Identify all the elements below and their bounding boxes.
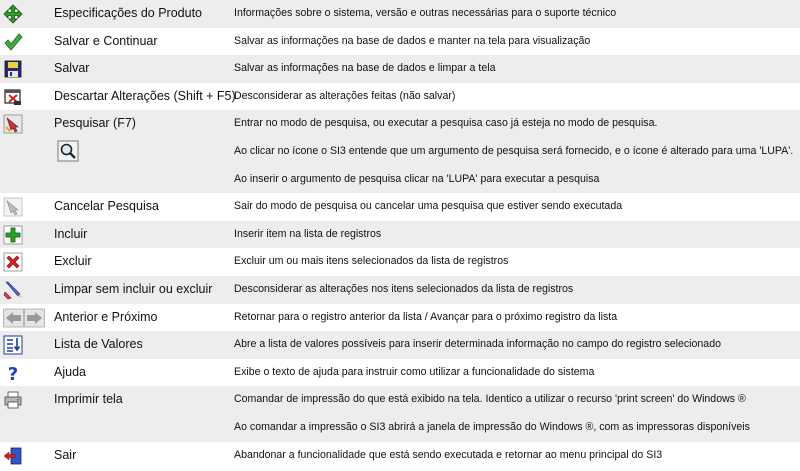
question-mark-icon: [3, 363, 23, 383]
row-description: Salvar as informações na base de dados e limpar a tela: [234, 62, 496, 75]
row-name: Incluir: [54, 226, 88, 241]
row-name: Limpar sem incluir ou excluir: [54, 281, 213, 296]
row-name: Salvar e Continuar: [54, 33, 158, 48]
row-description: Excluir um ou mais itens selecionados da lista de registros: [234, 255, 509, 268]
row-name: Lista de Valores: [54, 337, 143, 352]
discard-changes-icon: [3, 87, 23, 107]
row-name: Descartar Alterações (Shift + F5): [54, 88, 236, 103]
row-name: Especificações do Produto: [54, 6, 203, 20]
row-description: Desconsiderar as alterações nos itens selecionados da lista de registros: [234, 282, 574, 295]
printer-icon: [3, 390, 23, 410]
table-row: [0, 331, 800, 359]
table-row: [0, 55, 800, 83]
magnifier-icon: [57, 140, 79, 162]
row-description: Ao clicar no ícone o SI3 entende que um argumento de pesquisa será fornecido, e o ícone é alterado para uma 'LUPA'.: [234, 144, 794, 157]
row-description: Retornar para o registro anterior da lista / Avançar para o próximo registro da lista: [234, 310, 618, 323]
table-row: [0, 166, 800, 194]
row-description: Entrar no modo de pesquisa, ou executar a pesquisa caso já esteja no modo de pesquisa.: [234, 117, 658, 130]
eraser-pencil-icon: [3, 280, 23, 300]
row-description: Desconsiderar as alterações feitas (não salvar): [234, 89, 456, 102]
svg-text:?: ?: [7, 363, 19, 383]
prev-next-arrows-icon: [3, 308, 45, 328]
table-row: [0, 276, 800, 304]
row-name: Ajuda: [54, 364, 86, 379]
list-of-values-icon: [3, 335, 23, 355]
table-row: [0, 359, 800, 387]
red-x-icon: [3, 252, 23, 272]
row-description: Exibe o texto de ajuda para instruir como utilizar a funcionalidade do sistema: [234, 365, 595, 378]
table-row: [0, 414, 800, 442]
floppy-disk-icon: [3, 59, 23, 79]
row-name: Anterior e Próximo: [54, 309, 158, 324]
row-name: Excluir: [54, 254, 92, 269]
table-row: [0, 110, 800, 138]
search-pointer-icon: [3, 114, 23, 134]
row-name: Sair: [54, 447, 77, 462]
row-name: Pesquisar (F7): [54, 116, 136, 131]
row-description: Abre a lista de valores possíveis para inserir determinada informação no campo do registro selecionado: [234, 338, 721, 351]
cancel-search-icon: [3, 197, 23, 217]
row-description: Sair do modo de pesquisa ou cancelar uma pesquisa que estiver sendo executada: [234, 200, 623, 213]
row-description: Ao inserir o argumento de pesquisa clicar na 'LUPA' para executar a pesquisa: [234, 172, 600, 185]
table-row: [0, 28, 800, 56]
table-row: [0, 386, 800, 414]
checkmark-icon: [3, 32, 23, 52]
exit-door-icon: [3, 446, 23, 466]
table-row: [0, 83, 800, 111]
table-row: [0, 221, 800, 249]
row-description: Salvar as informações na base de dados e manter na tela para visualização: [234, 34, 591, 47]
table-row: [0, 193, 800, 221]
table-row: [0, 0, 800, 28]
table-row: [0, 138, 800, 166]
plus-icon: [3, 225, 23, 245]
row-description: Informações sobre o sistema, versão e outras necessárias para o suporte técnico: [234, 7, 617, 19]
row-description: Comandar de impressão do que está exibido na tela. Identico a utilizar o recurso 'print screen' do Windows ®: [234, 393, 746, 406]
green-cross-arrows-icon: [3, 4, 23, 24]
row-description: Inserir item na lista de registros: [234, 227, 382, 240]
row-name: Imprimir tela: [54, 392, 123, 407]
row-description: Ao comandar a impressão o SI3 abrirá a janela de impressão do Windows ®, com as impressoras disponíveis: [234, 420, 750, 433]
row-name: Salvar: [54, 61, 90, 76]
row-description: Abandonar a funcionalidade que está sendo executada e retornar ao menu principal do SI3: [234, 448, 663, 461]
row-name: Cancelar Pesquisa: [54, 199, 159, 214]
table-row: [0, 442, 800, 470]
table-row: [0, 248, 800, 276]
table-row: [0, 304, 800, 332]
